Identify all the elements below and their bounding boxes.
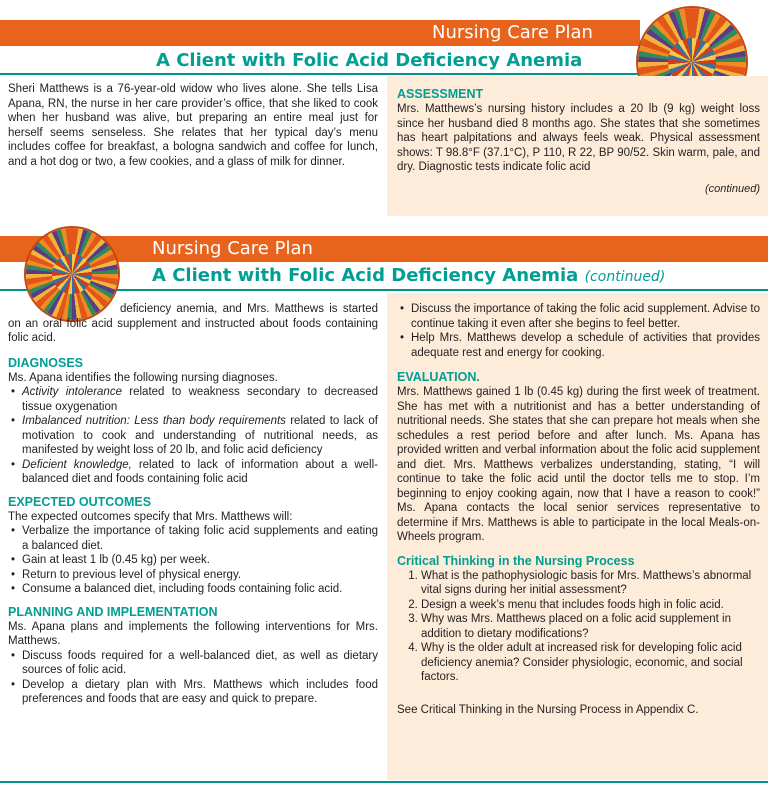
planning-list — [8, 649, 378, 707]
list-item: • Verbalize the importance of taking folic acid supplements and eating a balanced diet. — [22, 524, 378, 553]
left-column — [8, 302, 378, 707]
list-item: • Activity intolerance related to weakness secondary to decreased tissue oxygenation — [22, 385, 378, 414]
list-item: • Develop a dietary plan with Mrs. Matthews which includes food preferences and foods that are easy and quick to prepare. — [22, 678, 378, 707]
diagnoses-intro: Ms. Apana identifies the following nursing diagnoses. — [8, 371, 278, 384]
evaluation-text: Mrs. Matthews gained 1 lb (0.45 kg) during the first week of treatment. She has met with a nutritionist and has a better understanding of nutritional needs. She states that she can prepare hot meals when she schedules a rest period before and after lunch. Ms. Apana has provided written and verbal information about the folic acid supplement and diet. Mrs. Matthews verbalizes understanding, stating, “I will continue to take the folic acid until the doctor tells me to stop. I’m beginning to enjoy cooking again, now that I have a reason to cook!” Ms. Apana contacts the local senior services representative to determine if Mrs. Matthews is able to participate in the local Meals-on-Wheels program. — [397, 386, 760, 543]
list-item: • Discuss the importance of taking the folic acid supplement. Advise to continue taking it even after she begins to feel better. — [411, 302, 760, 331]
top-subtitle: A Client with Folic Acid Deficiency Anemia — [156, 50, 583, 71]
continued-note: (continued) — [704, 182, 760, 195]
assessment-text: Mrs. Matthews’s nursing history includes a 20 lb (9 kg) weight loss since her husband died 8 months ago. She states that she sometimes has heart palpitations and always feels weak. Physical assessment shows: T 98.8°F (37.1°C), P 110, R 22, BP 90/52. Skin warm, pale, and dry. Diagnostic tests indicate folic acid — [397, 103, 760, 173]
bottom-subtitle-continued: (continued) — [584, 269, 666, 285]
list-item: • Imbalanced nutrition: Less than body requirements related to lack of motivation to cook and understanding of nutritional needs, as manifested by weight loss of 20 lb, and folic acid deficiency — [22, 414, 378, 458]
planning-list-continued — [397, 302, 760, 360]
outcomes-heading: EXPECTED OUTCOMES — [8, 494, 152, 509]
case-description: Sheri Matthews is a 76-year-old widow who lives alone. She tells Lisa Apana, RN, the nurse in her care provider’s office, that she liked to cook when her husband was alive, but preparing an entire meal just for herself seems senseless. She relates that her typical day’s menu includes coffee for breakfast, a bologna sandwich and coffee for lunch, and a hot dog or two, a few cookies, and a glass of milk for dinner. — [8, 83, 378, 168]
list-item: • Return to previous level of physical energy. — [22, 568, 378, 583]
critical-thinking-heading: Critical Thinking in the Nursing Process — [397, 553, 635, 568]
list-item: • Deficient knowledge, related to lack of information about a well-balanced diet and foods containing folic acid — [22, 458, 378, 487]
list-item: • Gain at least 1 lb (0.45 kg) per week. — [22, 553, 378, 568]
list-item: 3. Why was Mrs. Matthews placed on a folic acid supplement in addition to dietary modifications? — [421, 612, 760, 641]
bottom-title: Nursing Care Plan — [152, 238, 313, 259]
outcomes-list — [8, 524, 378, 597]
list-item: 2. Design a week’s menu that includes foods high in folic acid. — [421, 598, 760, 613]
planning-intro: Ms. Apana plans and implements the following interventions for Mrs. Matthews. — [8, 620, 378, 647]
list-item: 1. What is the pathophysiologic basis for Mrs. Matthews’s abnormal vital signs during her initial assessment? — [421, 569, 760, 598]
planning-heading: PLANNING AND IMPLEMENTATION — [8, 604, 218, 619]
list-item: • Discuss foods required for a well-balanced diet, as well as dietary sources of folic acid. — [22, 649, 378, 678]
top-title: Nursing Care Plan — [432, 22, 593, 43]
bottom-footer-rule — [0, 781, 768, 783]
see-also-note: See Critical Thinking in the Nursing Process in Appendix C. — [397, 703, 699, 716]
top-subtitle-rule — [0, 73, 640, 75]
diagnoses-list — [8, 385, 378, 487]
list-item: 4. Why is the older adult at increased risk for developing folic acid deficiency anemia? Consider physiologic, economic, and social factors. — [421, 641, 760, 685]
assessment-heading: ASSESSMENT — [397, 87, 484, 101]
evaluation-heading: EVALUATION. — [397, 370, 480, 384]
assessment-section — [397, 87, 760, 197]
bottom-subtitle-text: A Client with Folic Acid Deficiency Anemia — [152, 265, 579, 286]
list-item: • Help Mrs. Matthews develop a schedule of activities that provides adequate rest and energy for cooking. — [411, 331, 760, 360]
intro-text: deficiency anemia, and Mrs. Matthews is started on an oral folic acid supplement and instructed about foods containing folic acid. — [8, 303, 378, 344]
list-item: • Consume a balanced diet, including foods containing folic acid. — [22, 582, 378, 597]
diagnoses-heading: DIAGNOSES — [8, 355, 84, 370]
bottom-subtitle — [152, 265, 665, 286]
critical-thinking-list — [397, 569, 760, 685]
right-column — [397, 302, 760, 717]
outcomes-intro: The expected outcomes specify that Mrs. Matthews will: — [8, 510, 293, 523]
